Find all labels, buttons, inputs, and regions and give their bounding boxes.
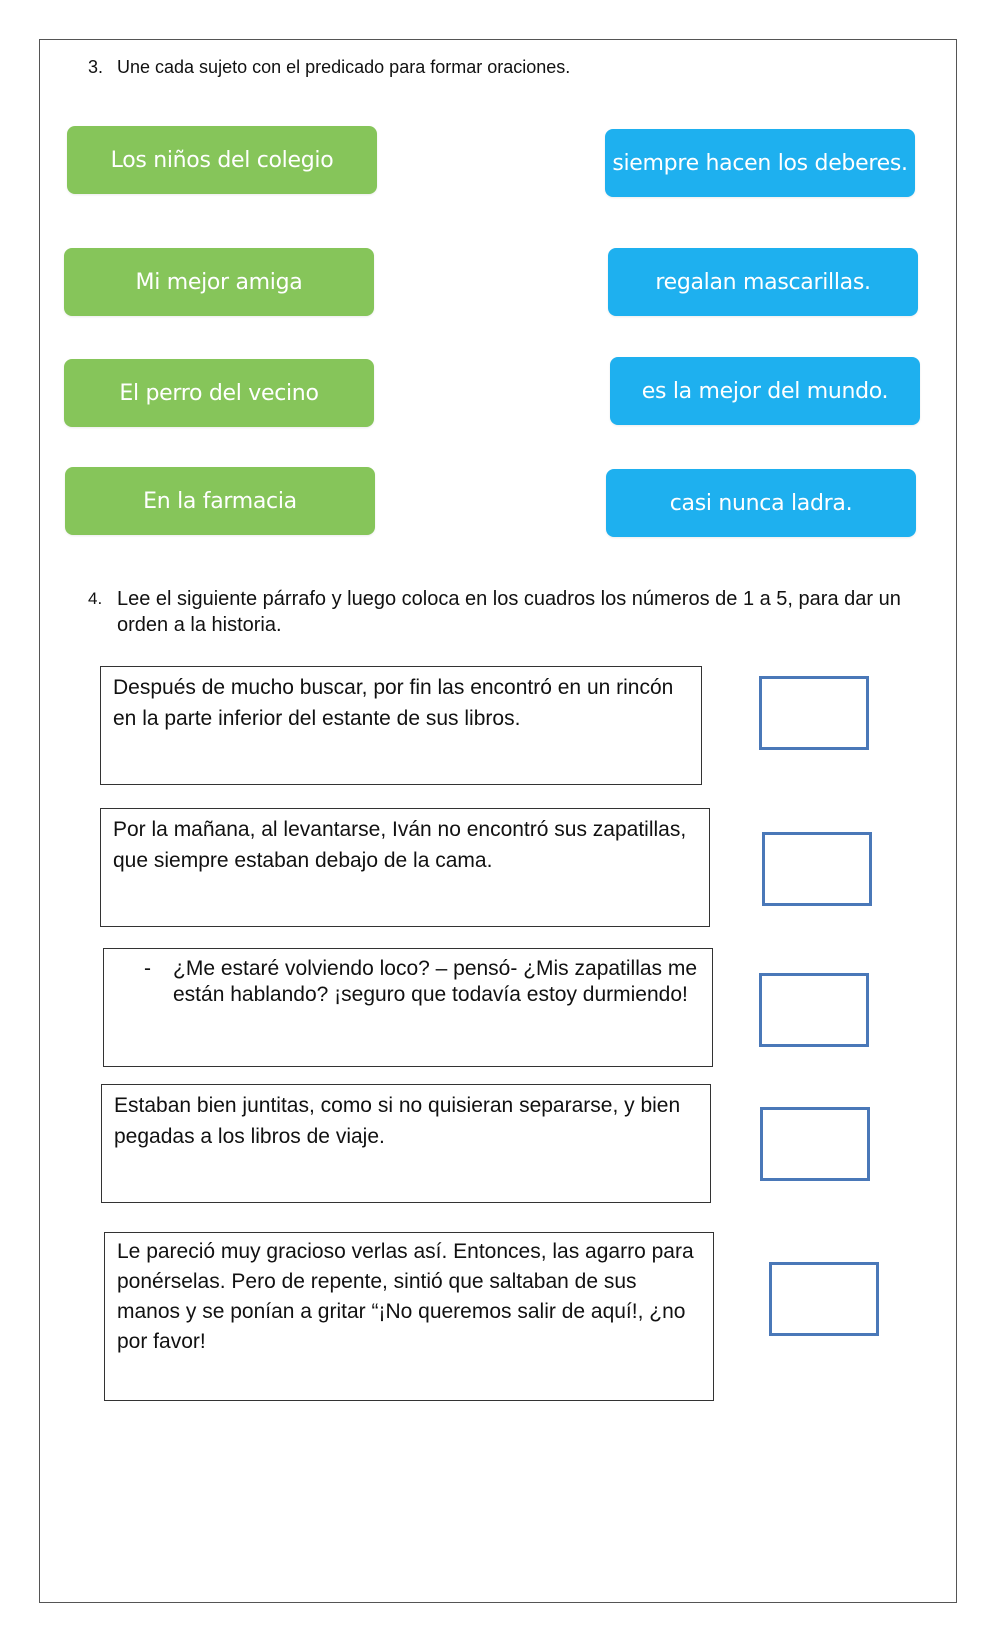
order-answer-box-5[interactable]	[769, 1262, 879, 1336]
exercise-4-instruction	[88, 586, 908, 638]
predicate-chip-3[interactable]: es la mejor del mundo.	[610, 357, 920, 425]
order-answer-box-1[interactable]	[759, 676, 869, 750]
predicate-chip-1[interactable]: siempre hacen los deberes.	[605, 129, 915, 197]
predicate-chip-4[interactable]: casi nunca ladra.	[606, 469, 916, 537]
story-paragraph-1: Después de mucho buscar, por fin las encontró en un rincón en la parte inferior del estante de sus libros.	[100, 666, 702, 785]
subject-chip-2[interactable]: Mi mejor amiga	[64, 248, 374, 316]
order-answer-box-4[interactable]	[760, 1107, 870, 1181]
exercise-3-number: 3.	[88, 57, 104, 77]
dialog-dash: -	[144, 957, 151, 980]
exercise-4-text: Lee el siguiente párrafo y luego coloca en los cuadros los números de 1 a 5, para dar un orden a la historia.	[117, 588, 901, 636]
subject-chip-1[interactable]: Los niños del colegio	[67, 126, 377, 194]
story-paragraph-5: Le pareció muy gracioso verlas así. Entonces, las agarro para ponérselas. Pero de repente, sintió que saltaban de sus manos y se ponían a gritar “¡No queremos salir de aquí!, ¿no por favor!	[104, 1232, 714, 1401]
story-paragraph-3	[103, 948, 713, 1067]
story-paragraph-3-text: ¿Me estaré volviendo loco? – pensó- ¿Mis zapatillas me están hablando? ¡seguro que todavía estoy durmiendo!	[173, 957, 698, 1006]
exercise-3-instruction	[88, 54, 908, 80]
exercise-3-text: Une cada sujeto con el predicado para formar oraciones.	[117, 57, 571, 77]
subject-chip-4[interactable]: En la farmacia	[65, 467, 375, 535]
subject-chip-3[interactable]: El perro del vecino	[64, 359, 374, 427]
predicate-chip-2[interactable]: regalan mascarillas.	[608, 248, 918, 316]
story-paragraph-4: Estaban bien juntitas, como si no quisieran separarse, y bien pegadas a los libros de viaje.	[101, 1084, 711, 1203]
exercise-4-number: 4.	[88, 589, 103, 608]
order-answer-box-2[interactable]	[762, 832, 872, 906]
story-paragraph-2: Por la mañana, al levantarse, Iván no encontró sus zapatillas, que siempre estaban debajo de la cama.	[100, 808, 710, 927]
order-answer-box-3[interactable]	[759, 973, 869, 1047]
